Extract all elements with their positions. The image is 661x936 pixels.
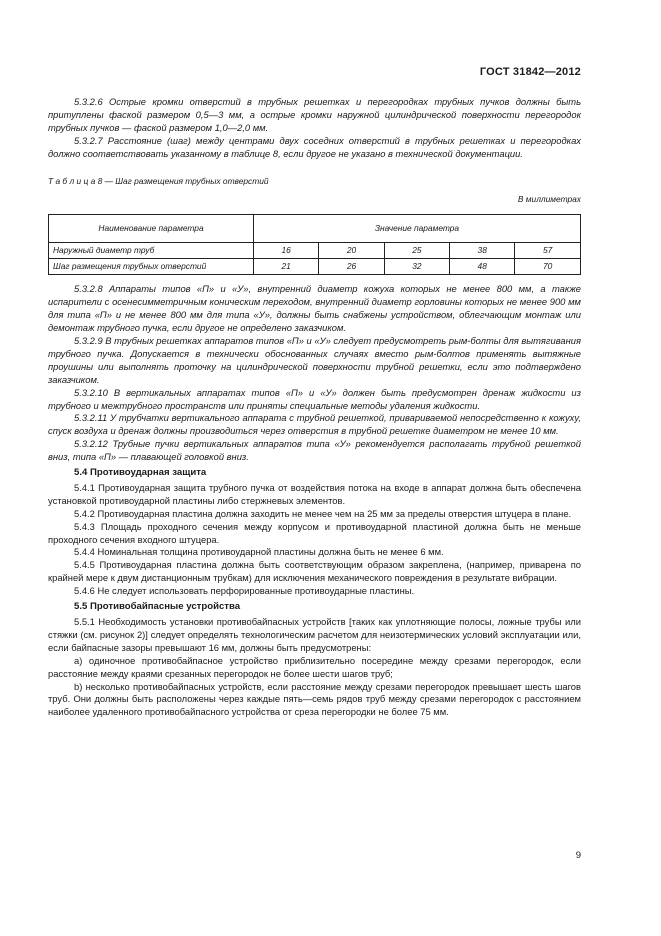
table-cell: 38 (450, 243, 515, 259)
paragraph-5-3-2-12: 5.3.2.12 Трубные пучки вертикальных аппаратов типа «У» рекомендуется располагать трубной решеткой вниз, типа «П» — плавающей головкой вниз. (48, 438, 581, 463)
paragraph-5-3-2-11: 5.3.2.11 У трубчатки вертикального аппарата с трубной решеткой, привариваемой непосредственно к кожуху, спуск воздуха и дренаж должны производиться через отверстия в трубной решетке диаметром не менее 10 мм. (48, 412, 581, 437)
paragraph-5-4-3: 5.4.3 Площадь проходного сечения между корпусом и противоударной пластиной должна быть не меньше проходного сечения входного штуцера. (48, 520, 581, 545)
page-number: 9 (575, 850, 581, 861)
paragraph-5-3-2-7: 5.3.2.7 Расстояние (шаг) между центрами двух соседних отверстий в трубных решетках и перегородках должно соответствовать указанному в таблице 8, если другое не указано в технической документации. (48, 134, 581, 159)
table-cell: 48 (450, 259, 515, 275)
header-parameter-value: Значение параметра (254, 215, 581, 243)
row-name: Наружный диаметр труб (49, 243, 254, 259)
paragraph-5-5-1: 5.5.1 Необходимость установки противобайпасных устройств [таких как уплотняющие полосы, ложные трубы или стяжки (см. рисунок 2)] следует определять технологическим расчетом для неизотермических условий эксплуатации или, если байпасные зазоры превышают 16 мм, должны быть предусмотрены: (48, 616, 581, 653)
table-caption: Т а б л и ц а 8 — Шаг размещения трубных отверстий (48, 175, 269, 186)
table-cell: 16 (254, 243, 319, 259)
pitch-table (48, 214, 581, 275)
section-title-5-4: 5.4 Противоударная защита (74, 467, 207, 479)
paragraph-5-4-4: 5.4.4 Номинальная толщина противоударной пластины должна быть не менее 6 мм. (74, 546, 444, 558)
paragraph-5-4-1: 5.4.1 Противоударная защита трубного пучка от воздействия потока на входе в аппарат должна быть обеспечена установкой противоударной пластины либо стержневых элементов. (48, 481, 581, 506)
table-cell: 21 (254, 259, 319, 275)
paragraph-5-4-5: 5.4.5 Противоударная пластина должна быть соответствующим образом закреплена, (например, приварена по крайней мере к двум дистанционным трубкам) для исключения механического повреждения в результате вибрации. (48, 559, 581, 584)
list-item-b: b) несколько противобайпасных устройств, если расстояние между срезами перегородок превышает шесть шагов труб. Они должны быть расположены через каждые пять—семь рядов труб между срезами перегородок с расстоянием наиболее удаленного противобайпасного устройства от среза перегородки не более 75 мм. (48, 680, 581, 718)
table-units: В миллиметрах (517, 194, 581, 205)
paragraph-5-4-6: 5.4.6 Не следует использовать перфорированные противоударные пластины. (74, 585, 415, 597)
table-row (49, 243, 581, 259)
paragraph-5-3-2-6: 5.3.2.6 Острые кромки отверстий в трубных решетках и перегородках трубных пучков должны быть притуплены фаской размером 0,5—3 мм, а острые кромки наружной цилиндрической поверхности перегородок трубных пучков — фаской размером 1,0—2,0 мм. (48, 96, 581, 133)
table-row (49, 259, 581, 275)
list-item-a: а) одиночное противобайпасное устройство приблизительно посередине между срезами перегородок, если расстояние между краями срезанных перегородок не более шести шагов труб; (48, 654, 581, 679)
table-cell: 57 (515, 243, 581, 259)
document-header: ГОСТ 31842—2012 (479, 66, 581, 78)
paragraph-5-4-2: 5.4.2 Противоударная пластина должна заходить не менее чем на 25 мм за пределы отверстия штуцера в плане. (74, 507, 572, 519)
table-cell: 70 (515, 259, 581, 275)
page-content (48, 96, 581, 719)
paragraph-5-3-2-9: 5.3.2.9 В трубных решетках аппаратов типов «П» и «У» следует предусмотреть рым-болты для вытягивания трубного пучка. Допускается в технически обоснованных случаях вместо рым-болтов применять вытяжные проушины или выполнять проточку на цилиндрической поверхности трубной решетки, если это подтверждено заказчиком. (48, 334, 581, 385)
table-cell: 25 (384, 243, 449, 259)
table-header-row (49, 215, 581, 243)
paragraph-5-3-2-10: 5.3.2.10 В вертикальных аппаратах типов «П» и «У» должен быть предусмотрен дренаж жидкости из трубного и межтрубного пространств или приняты специальные методы удаления жидкости. (48, 386, 581, 411)
section-title-5-5: 5.5 Противобайпасные устройства (74, 601, 241, 613)
table-cell: 26 (319, 259, 384, 275)
row-name: Шаг размещения трубных отверстий (49, 259, 254, 275)
paragraph-5-3-2-8: 5.3.2.8 Аппараты типов «П» и «У», внутренний диаметр кожуха которых не менее 800 мм, а также испарители с осенесимметричным коническим переходом, внутренний диаметр горловины которых не менее 900 мм для типа «П» и не менее 800 мм для типа «У», должны быть снабжены устройством, облегчающим монтаж или демонтаж трубного пучка, если другое не определено заказчиком. (48, 283, 581, 334)
table-cell: 20 (319, 243, 384, 259)
table-cell: 32 (384, 259, 449, 275)
header-parameter-name: Наименование параметра (49, 215, 254, 243)
